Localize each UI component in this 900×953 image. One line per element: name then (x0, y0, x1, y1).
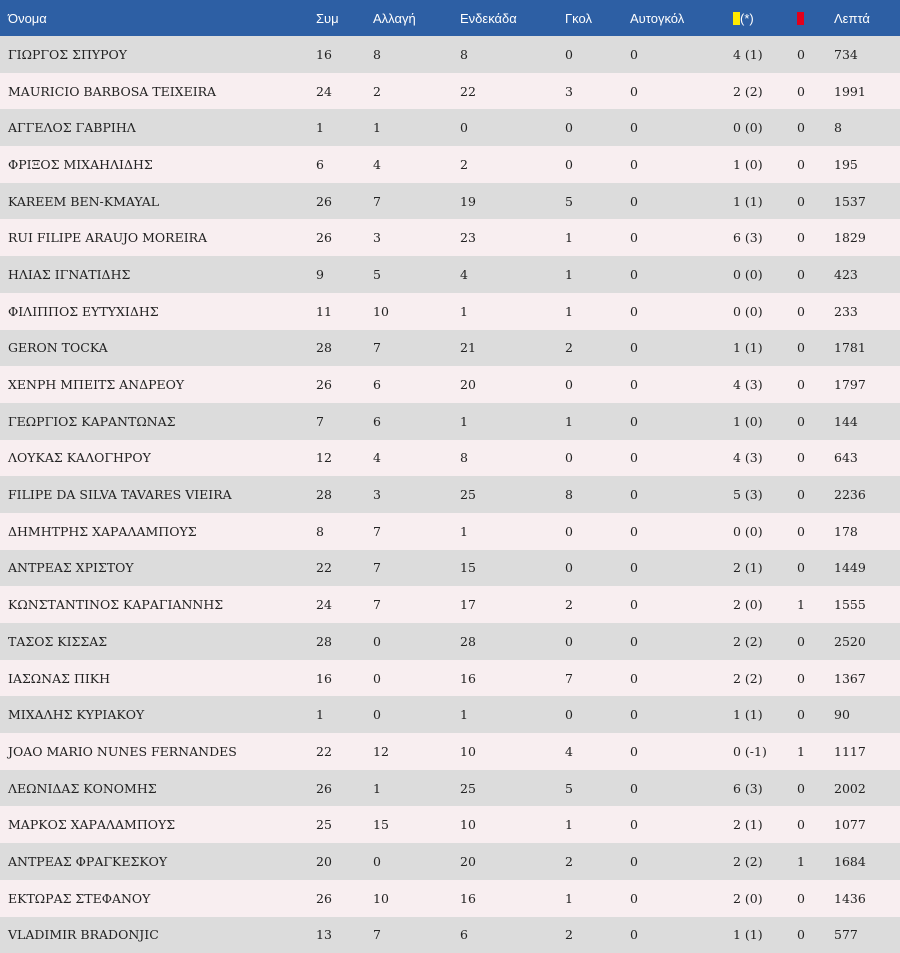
cell-minutes: 1684 (834, 843, 900, 880)
header-goals[interactable]: Γκολ (565, 0, 630, 36)
cell-yellow-cards: 2 (0) (733, 880, 797, 917)
cell-own-goals: 0 (630, 440, 733, 477)
cell-own-goals: 0 (630, 917, 733, 953)
cell-yellow-cards: 2 (1) (733, 806, 797, 843)
cell-appearances: 28 (316, 330, 373, 367)
cell-red-cards: 0 (797, 366, 834, 403)
cell-goals: 0 (565, 36, 630, 73)
table-row (0, 403, 900, 440)
cell-yellow-cards: 0 (0) (733, 109, 797, 146)
table-row (0, 880, 900, 917)
cell-red-cards: 0 (797, 550, 834, 587)
header-substitute[interactable]: Αλλαγή (373, 0, 460, 36)
table-row (0, 256, 900, 293)
cell-yellow-cards: 5 (3) (733, 476, 797, 513)
cell-red-cards: 0 (797, 219, 834, 256)
cell-starting: 25 (460, 770, 565, 807)
header-own-goals[interactable]: Αυτογκόλ (630, 0, 733, 36)
cell-player-name[interactable]: ΚΩΝΣΤΑΝΤΙΝΟΣ ΚΑΡΑΓΙΑΝΝΗΣ (0, 586, 316, 623)
cell-own-goals: 0 (630, 696, 733, 733)
cell-starting: 1 (460, 403, 565, 440)
cell-player-name[interactable]: ΑΝΤΡΕΑΣ ΦΡΑΓΚΕΣΚΟΥ (0, 843, 316, 880)
cell-own-goals: 0 (630, 73, 733, 110)
header-row (0, 0, 900, 36)
cell-starting: 17 (460, 586, 565, 623)
cell-starting: 20 (460, 843, 565, 880)
red-card-icon (797, 12, 804, 25)
cell-starting: 28 (460, 623, 565, 660)
table-row (0, 806, 900, 843)
table-row (0, 109, 900, 146)
cell-appearances: 16 (316, 36, 373, 73)
cell-red-cards: 0 (797, 440, 834, 477)
cell-player-name[interactable]: ΧΕΝΡΗ ΜΠΕΙΤΣ ΑΝΔΡΕΟΥ (0, 366, 316, 403)
cell-own-goals: 0 (630, 770, 733, 807)
table-row (0, 623, 900, 660)
cell-appearances: 22 (316, 550, 373, 587)
cell-player-name[interactable]: JOAO MARIO NUNES FERNANDES (0, 733, 316, 770)
cell-own-goals: 0 (630, 256, 733, 293)
cell-goals: 2 (565, 917, 630, 953)
cell-appearances: 11 (316, 293, 373, 330)
cell-substitute: 4 (373, 440, 460, 477)
table-row (0, 696, 900, 733)
cell-appearances: 22 (316, 733, 373, 770)
cell-appearances: 9 (316, 256, 373, 293)
cell-minutes: 423 (834, 256, 900, 293)
cell-minutes: 1555 (834, 586, 900, 623)
cell-minutes: 233 (834, 293, 900, 330)
cell-starting: 10 (460, 733, 565, 770)
table-body (0, 36, 900, 953)
cell-yellow-cards: 2 (2) (733, 73, 797, 110)
header-red-cards[interactable] (797, 0, 834, 36)
table-row (0, 73, 900, 110)
cell-minutes: 1797 (834, 366, 900, 403)
cell-player-name[interactable]: ΜΑΡΚΟΣ ΧΑΡΑΛΑΜΠΟΥΣ (0, 806, 316, 843)
cell-yellow-cards: 2 (0) (733, 586, 797, 623)
cell-minutes: 734 (834, 36, 900, 73)
cell-own-goals: 0 (630, 733, 733, 770)
cell-player-name[interactable]: ΑΝΤΡΕΑΣ ΧΡΙΣΤΟΥ (0, 550, 316, 587)
cell-player-name[interactable]: ΑΓΓΕΛΟΣ ΓΑΒΡΙΗΛ (0, 109, 316, 146)
cell-red-cards: 0 (797, 36, 834, 73)
cell-minutes: 643 (834, 440, 900, 477)
cell-player-name[interactable]: GERON TOCKA (0, 330, 316, 367)
cell-own-goals: 0 (630, 806, 733, 843)
cell-appearances: 13 (316, 917, 373, 953)
cell-red-cards: 1 (797, 586, 834, 623)
table-row (0, 219, 900, 256)
header-yellow-suffix: (*) (740, 11, 754, 26)
table-row (0, 917, 900, 953)
cell-yellow-cards: 4 (3) (733, 440, 797, 477)
cell-player-name[interactable]: VLADIMIR BRADONJIC (0, 917, 316, 953)
cell-player-name[interactable]: ΤΑΣΟΣ ΚΙΣΣΑΣ (0, 623, 316, 660)
cell-starting: 21 (460, 330, 565, 367)
cell-player-name[interactable]: ΗΛΙΑΣ ΙΓΝΑΤΙΔΗΣ (0, 256, 316, 293)
cell-appearances: 26 (316, 880, 373, 917)
cell-starting: 25 (460, 476, 565, 513)
cell-own-goals: 0 (630, 36, 733, 73)
cell-substitute: 1 (373, 770, 460, 807)
cell-substitute: 15 (373, 806, 460, 843)
cell-starting: 0 (460, 109, 565, 146)
cell-red-cards: 0 (797, 293, 834, 330)
cell-red-cards: 0 (797, 73, 834, 110)
cell-player-name[interactable]: ΜΙΧΑΛΗΣ ΚΥΡΙΑΚΟΥ (0, 696, 316, 733)
cell-appearances: 6 (316, 146, 373, 183)
cell-player-name[interactable]: ΙΑΣΩΝΑΣ ΠΙΚΗ (0, 660, 316, 697)
cell-goals: 0 (565, 623, 630, 660)
cell-starting: 8 (460, 36, 565, 73)
cell-substitute: 0 (373, 696, 460, 733)
cell-goals: 0 (565, 440, 630, 477)
cell-red-cards: 0 (797, 660, 834, 697)
cell-appearances: 1 (316, 696, 373, 733)
table-row (0, 843, 900, 880)
cell-red-cards: 0 (797, 146, 834, 183)
cell-own-goals: 0 (630, 660, 733, 697)
cell-appearances: 28 (316, 476, 373, 513)
cell-yellow-cards: 6 (3) (733, 770, 797, 807)
cell-player-name[interactable]: ΦΙΛΙΠΠΟΣ ΕΥΤΥΧΙΔΗΣ (0, 293, 316, 330)
cell-own-goals: 0 (630, 513, 733, 550)
table-row (0, 660, 900, 697)
table-row (0, 733, 900, 770)
cell-red-cards: 0 (797, 917, 834, 953)
cell-red-cards: 0 (797, 696, 834, 733)
header-minutes[interactable]: Λεπτά (834, 0, 900, 36)
cell-red-cards: 0 (797, 256, 834, 293)
cell-red-cards: 0 (797, 880, 834, 917)
cell-substitute: 7 (373, 330, 460, 367)
cell-starting: 15 (460, 550, 565, 587)
cell-starting: 16 (460, 880, 565, 917)
cell-appearances: 26 (316, 770, 373, 807)
table-row (0, 440, 900, 477)
cell-own-goals: 0 (630, 403, 733, 440)
cell-goals: 0 (565, 696, 630, 733)
cell-starting: 10 (460, 806, 565, 843)
cell-minutes: 1117 (834, 733, 900, 770)
header-yellow-cards[interactable] (733, 0, 797, 36)
cell-substitute: 10 (373, 293, 460, 330)
cell-minutes: 1367 (834, 660, 900, 697)
cell-substitute: 7 (373, 513, 460, 550)
cell-goals: 1 (565, 293, 630, 330)
cell-yellow-cards: 1 (1) (733, 696, 797, 733)
cell-red-cards: 0 (797, 770, 834, 807)
cell-minutes: 1991 (834, 73, 900, 110)
cell-minutes: 2236 (834, 476, 900, 513)
cell-goals: 2 (565, 586, 630, 623)
cell-goals: 7 (565, 660, 630, 697)
cell-goals: 0 (565, 366, 630, 403)
cell-substitute: 12 (373, 733, 460, 770)
cell-own-goals: 0 (630, 843, 733, 880)
cell-substitute: 7 (373, 550, 460, 587)
cell-red-cards: 0 (797, 476, 834, 513)
cell-yellow-cards: 1 (0) (733, 403, 797, 440)
cell-own-goals: 0 (630, 550, 733, 587)
cell-goals: 0 (565, 513, 630, 550)
cell-minutes: 2520 (834, 623, 900, 660)
cell-starting: 2 (460, 146, 565, 183)
cell-appearances: 16 (316, 660, 373, 697)
table-row (0, 330, 900, 367)
cell-yellow-cards: 0 (0) (733, 256, 797, 293)
cell-appearances: 25 (316, 806, 373, 843)
cell-substitute: 4 (373, 146, 460, 183)
cell-starting: 4 (460, 256, 565, 293)
cell-minutes: 577 (834, 917, 900, 953)
cell-player-name[interactable]: ΓΙΩΡΓΟΣ ΣΠΥΡΟΥ (0, 36, 316, 73)
cell-goals: 2 (565, 330, 630, 367)
cell-yellow-cards: 0 (0) (733, 293, 797, 330)
cell-yellow-cards: 1 (1) (733, 330, 797, 367)
cell-substitute: 2 (373, 73, 460, 110)
cell-yellow-cards: 1 (0) (733, 146, 797, 183)
cell-minutes: 195 (834, 146, 900, 183)
cell-substitute: 1 (373, 109, 460, 146)
cell-own-goals: 0 (630, 366, 733, 403)
cell-player-name[interactable]: ΛΕΩΝΙΔΑΣ ΚΟΝΟΜΗΣ (0, 770, 316, 807)
cell-minutes: 1537 (834, 183, 900, 220)
cell-minutes: 90 (834, 696, 900, 733)
cell-substitute: 0 (373, 660, 460, 697)
cell-red-cards: 1 (797, 843, 834, 880)
cell-player-name[interactable]: FILIPE DA SILVA TAVARES VIEIRA (0, 476, 316, 513)
cell-substitute: 0 (373, 623, 460, 660)
cell-own-goals: 0 (630, 586, 733, 623)
cell-player-name[interactable]: ΛΟΥΚΑΣ ΚΑΛΟΓΗΡΟΥ (0, 440, 316, 477)
cell-minutes: 1449 (834, 550, 900, 587)
cell-minutes: 1077 (834, 806, 900, 843)
cell-starting: 16 (460, 660, 565, 697)
cell-player-name[interactable]: ΦΡΙΞΟΣ ΜΙΧΑΗΛΙΔΗΣ (0, 146, 316, 183)
cell-substitute: 8 (373, 36, 460, 73)
cell-own-goals: 0 (630, 219, 733, 256)
cell-starting: 1 (460, 696, 565, 733)
cell-yellow-cards: 0 (-1) (733, 733, 797, 770)
cell-starting: 1 (460, 513, 565, 550)
cell-goals: 8 (565, 476, 630, 513)
cell-own-goals: 0 (630, 330, 733, 367)
cell-own-goals: 0 (630, 146, 733, 183)
header-starting[interactable]: Ενδεκάδα (460, 0, 565, 36)
header-appearances[interactable]: Συμ (316, 0, 373, 36)
cell-minutes: 8 (834, 109, 900, 146)
table-row (0, 36, 900, 73)
cell-substitute: 7 (373, 917, 460, 953)
cell-yellow-cards: 4 (1) (733, 36, 797, 73)
cell-appearances: 26 (316, 183, 373, 220)
table-row (0, 550, 900, 587)
table-row (0, 146, 900, 183)
cell-substitute: 5 (373, 256, 460, 293)
cell-yellow-cards: 4 (3) (733, 366, 797, 403)
cell-starting: 6 (460, 917, 565, 953)
cell-goals: 1 (565, 256, 630, 293)
table-row (0, 293, 900, 330)
cell-minutes: 144 (834, 403, 900, 440)
cell-appearances: 1 (316, 109, 373, 146)
cell-substitute: 6 (373, 403, 460, 440)
cell-starting: 22 (460, 73, 565, 110)
cell-yellow-cards: 6 (3) (733, 219, 797, 256)
cell-player-name[interactable]: RUI FILIPE ARAUJO MOREIRA (0, 219, 316, 256)
cell-goals: 0 (565, 109, 630, 146)
cell-appearances: 24 (316, 73, 373, 110)
cell-goals: 4 (565, 733, 630, 770)
cell-appearances: 26 (316, 366, 373, 403)
table-header (0, 0, 900, 36)
cell-goals: 0 (565, 550, 630, 587)
cell-minutes: 178 (834, 513, 900, 550)
cell-starting: 23 (460, 219, 565, 256)
cell-minutes: 2002 (834, 770, 900, 807)
cell-yellow-cards: 2 (2) (733, 843, 797, 880)
cell-minutes: 1781 (834, 330, 900, 367)
cell-substitute: 10 (373, 880, 460, 917)
cell-starting: 20 (460, 366, 565, 403)
cell-red-cards: 0 (797, 403, 834, 440)
cell-substitute: 7 (373, 183, 460, 220)
cell-substitute: 7 (373, 586, 460, 623)
table-row (0, 586, 900, 623)
cell-yellow-cards: 1 (1) (733, 183, 797, 220)
cell-appearances: 28 (316, 623, 373, 660)
cell-red-cards: 0 (797, 513, 834, 550)
cell-starting: 19 (460, 183, 565, 220)
cell-goals: 1 (565, 219, 630, 256)
cell-yellow-cards: 1 (1) (733, 917, 797, 953)
cell-goals: 5 (565, 770, 630, 807)
cell-appearances: 12 (316, 440, 373, 477)
cell-minutes: 1436 (834, 880, 900, 917)
cell-own-goals: 0 (630, 476, 733, 513)
cell-goals: 0 (565, 146, 630, 183)
cell-goals: 2 (565, 843, 630, 880)
cell-goals: 1 (565, 880, 630, 917)
cell-starting: 1 (460, 293, 565, 330)
cell-substitute: 6 (373, 366, 460, 403)
cell-goals: 1 (565, 806, 630, 843)
cell-own-goals: 0 (630, 183, 733, 220)
cell-substitute: 3 (373, 219, 460, 256)
cell-red-cards: 0 (797, 109, 834, 146)
yellow-card-icon (733, 12, 740, 25)
cell-appearances: 7 (316, 403, 373, 440)
cell-player-name[interactable]: MAURICIO BARBOSA TEIXEIRA (0, 73, 316, 110)
cell-own-goals: 0 (630, 109, 733, 146)
cell-yellow-cards: 2 (1) (733, 550, 797, 587)
cell-yellow-cards: 0 (0) (733, 513, 797, 550)
cell-substitute: 0 (373, 843, 460, 880)
cell-own-goals: 0 (630, 880, 733, 917)
cell-yellow-cards: 2 (2) (733, 660, 797, 697)
cell-appearances: 24 (316, 586, 373, 623)
cell-yellow-cards: 2 (2) (733, 623, 797, 660)
table-row (0, 770, 900, 807)
cell-appearances: 26 (316, 219, 373, 256)
cell-starting: 8 (460, 440, 565, 477)
cell-red-cards: 0 (797, 623, 834, 660)
cell-red-cards: 0 (797, 806, 834, 843)
cell-goals: 5 (565, 183, 630, 220)
cell-player-name[interactable]: KAREEM BEN-KMAYAL (0, 183, 316, 220)
cell-appearances: 8 (316, 513, 373, 550)
cell-goals: 1 (565, 403, 630, 440)
cell-player-name[interactable]: ΔΗΜΗΤΡΗΣ ΧΑΡΑΛΑΜΠΟΥΣ (0, 513, 316, 550)
cell-red-cards: 0 (797, 330, 834, 367)
table-row (0, 476, 900, 513)
cell-appearances: 20 (316, 843, 373, 880)
table-row (0, 366, 900, 403)
header-name[interactable]: Όνομα (0, 0, 316, 36)
cell-goals: 3 (565, 73, 630, 110)
cell-minutes: 1829 (834, 219, 900, 256)
cell-red-cards: 1 (797, 733, 834, 770)
table-row (0, 513, 900, 550)
cell-own-goals: 0 (630, 623, 733, 660)
cell-own-goals: 0 (630, 293, 733, 330)
table-row (0, 183, 900, 220)
cell-player-name[interactable]: ΓΕΩΡΓΙΟΣ ΚΑΡΑΝΤΩΝΑΣ (0, 403, 316, 440)
cell-red-cards: 0 (797, 183, 834, 220)
cell-substitute: 3 (373, 476, 460, 513)
cell-player-name[interactable]: ΕΚΤΩΡΑΣ ΣΤΕΦΑΝΟΥ (0, 880, 316, 917)
